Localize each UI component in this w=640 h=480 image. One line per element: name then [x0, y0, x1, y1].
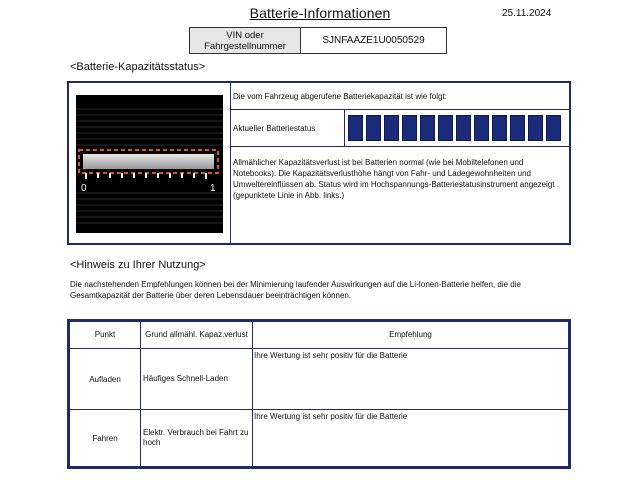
battery-status-segment [528, 115, 543, 141]
battery-status-segment [348, 115, 363, 141]
usage-section-title: <Hinweis zu Ihrer Nutzung> [70, 259, 206, 271]
battery-status-segment [510, 115, 525, 141]
table-row [70, 349, 569, 410]
table-row [70, 410, 569, 467]
report-date: 25.11.2024 [502, 8, 552, 19]
battery-status-segment [384, 115, 399, 141]
battery-status-segment [438, 115, 453, 141]
vin-label-line1: VIN oder [226, 29, 264, 41]
recommendation-table [67, 319, 571, 469]
row-punkt: Fahren [70, 410, 141, 467]
usage-intro: Die nachstehenden Empfehlungen können bei der Minimierung laufender Auswirkungen auf die Li-Ionen-Batterie helfen, die die Gesamtkapazität der Batterie über deren Lebensdauer beeinträchtigen können. [70, 280, 521, 300]
gauge-panel [69, 83, 231, 243]
battery-status-segment [402, 115, 417, 141]
table-header-row [70, 322, 569, 349]
gauge-min-label: 0 [81, 183, 87, 194]
battery-status-segments [345, 110, 569, 146]
row-grund: Elektr. Verbrauch bei Fahrt zu hoch [141, 410, 253, 467]
gauge-max-label: 1 [210, 183, 216, 194]
battery-status-segment [420, 115, 435, 141]
vin-label-line2: Fahrgestellnummer [204, 40, 286, 52]
capacity-explanation: Allmählicher Kapazitätsverlust ist bei Batterien normal (wie bei Mobiltelefonen und Notebooks). Die Kapazitätsverlusthöhe hängt von Fahr- und Ladegewohnheiten und Umweltereinflüssen ab. Status wird im Hochspannungs-Batteriestatusinstrument angezeigt (gepunktete Linie in Abb. links.) [233, 158, 555, 200]
vin-box [189, 27, 447, 54]
battery-status-segment [456, 115, 471, 141]
header-grund: Grund allmähl. Kapaz.verlust [141, 322, 253, 349]
header-punkt: Punkt [70, 322, 141, 349]
page-title: Batterie-Informationen [249, 5, 391, 21]
battery-status-segment [546, 115, 561, 141]
battery-status-row [231, 110, 569, 147]
vin-label [190, 28, 301, 53]
row-empfehlung: Ihre Wertung ist sehr positiv für die Batterie [253, 410, 569, 467]
row-empfehlung: Ihre Wertung ist sehr positiv für die Batterie [253, 349, 569, 410]
capacity-intro: Die vom Fahrzeug abgerufene Batteriekapazität ist wie folgt: [231, 83, 569, 110]
vin-value: SJNFAAZE1U0050529 [322, 35, 425, 46]
header-empfehlung: Empfehlung [253, 322, 569, 349]
row-grund: Häufiges Schnell-Laden [141, 349, 253, 410]
capacity-info [231, 83, 569, 243]
capacity-box [67, 81, 571, 245]
battery-status-segment [474, 115, 489, 141]
battery-status-segment [366, 115, 381, 141]
row-punkt: Aufladen [70, 349, 141, 410]
battery-status-segment [492, 115, 507, 141]
capacity-section-title: <Batterie-Kapazitätsstatus> [70, 61, 206, 73]
battery-status-label: Aktueller Batteriestatus [231, 110, 345, 146]
capacity-gauge-image [76, 95, 223, 233]
